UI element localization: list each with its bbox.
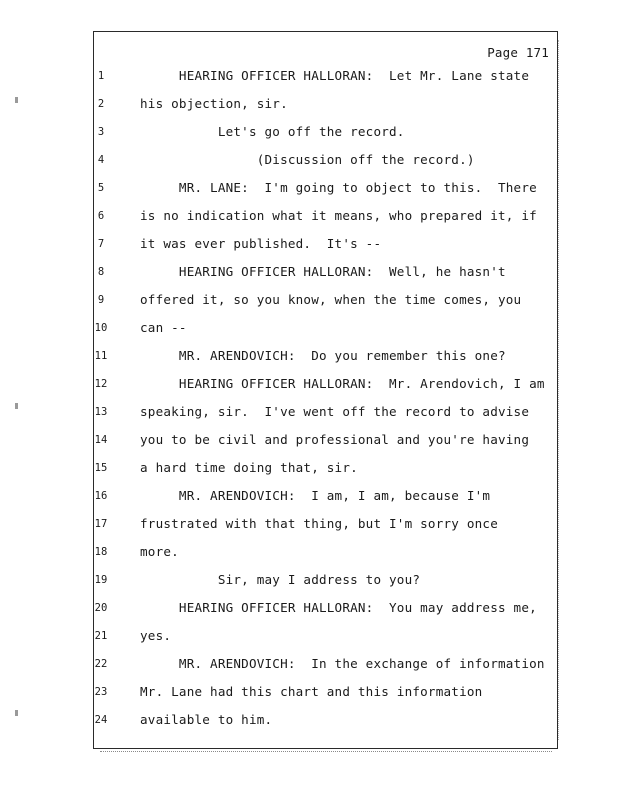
transcript-line: Mr. Lane had this chart and this information (140, 684, 483, 699)
transcript-line: Sir, may I address to you? (140, 572, 421, 587)
transcript-line: available to him. (140, 712, 273, 727)
line-number: 19 (94, 574, 108, 586)
line-number: 9 (97, 294, 105, 306)
line-number: 23 (94, 686, 108, 698)
transcript-line: HEARING OFFICER HALLORAN: You may address me, (140, 600, 537, 615)
transcript-line: HEARING OFFICER HALLORAN: Well, he hasn't (140, 264, 506, 279)
line-number: 24 (94, 714, 108, 726)
transcript-line: HEARING OFFICER HALLORAN: Mr. Arendovich, I am (140, 376, 545, 391)
transcript-line: is no indication what it means, who prepared it, if (140, 208, 537, 223)
line-number: 7 (97, 238, 105, 250)
transcript-line: (Discussion off the record.) (140, 152, 475, 167)
line-number: 16 (94, 490, 108, 502)
line-number: 5 (97, 182, 105, 194)
line-number: 21 (94, 630, 108, 642)
right-margin-dots (558, 40, 559, 740)
transcript-line: MR. ARENDOVICH: Do you remember this one? (140, 348, 506, 363)
transcript-page (93, 31, 558, 749)
transcript-line: MR. ARENDOVICH: I am, I am, because I'm (140, 488, 491, 503)
margin-mark (15, 97, 18, 103)
page-number: Page 171 (487, 45, 549, 60)
transcript-line: MR. LANE: I'm going to object to this. There (140, 180, 537, 195)
transcript-line: HEARING OFFICER HALLORAN: Let Mr. Lane state (140, 68, 530, 83)
line-number: 22 (94, 658, 108, 670)
line-number: 14 (94, 434, 108, 446)
transcript-line: more. (140, 544, 179, 559)
line-number: 20 (94, 602, 108, 614)
footer-dotted-line (100, 751, 552, 752)
transcript-line: you to be civil and professional and you're having (140, 432, 530, 447)
line-number: 3 (97, 126, 105, 138)
line-number: 2 (97, 98, 105, 110)
line-number: 8 (97, 266, 105, 278)
transcript-line: Let's go off the record. (140, 124, 405, 139)
transcript-line: speaking, sir. I've went off the record to advise (140, 404, 530, 419)
margin-mark (15, 403, 18, 409)
transcript-line: it was ever published. It's -- (140, 236, 382, 251)
line-number: 1 (97, 70, 105, 82)
margin-mark (15, 710, 18, 716)
line-number: 6 (97, 210, 105, 222)
transcript-line: his objection, sir. (140, 96, 288, 111)
transcript-line: MR. ARENDOVICH: In the exchange of information (140, 656, 545, 671)
line-number: 4 (97, 154, 105, 166)
transcript-line: frustrated with that thing, but I'm sorry once (140, 516, 498, 531)
transcript-line: a hard time doing that, sir. (140, 460, 358, 475)
line-number: 15 (94, 462, 108, 474)
line-number: 10 (94, 322, 108, 334)
line-number: 12 (94, 378, 108, 390)
line-number: 17 (94, 518, 108, 530)
line-number: 18 (94, 546, 108, 558)
line-number: 11 (94, 350, 108, 362)
transcript-line: yes. (140, 628, 172, 643)
transcript-line: can -- (140, 320, 187, 335)
line-number: 13 (94, 406, 108, 418)
transcript-line: offered it, so you know, when the time comes, you (140, 292, 522, 307)
